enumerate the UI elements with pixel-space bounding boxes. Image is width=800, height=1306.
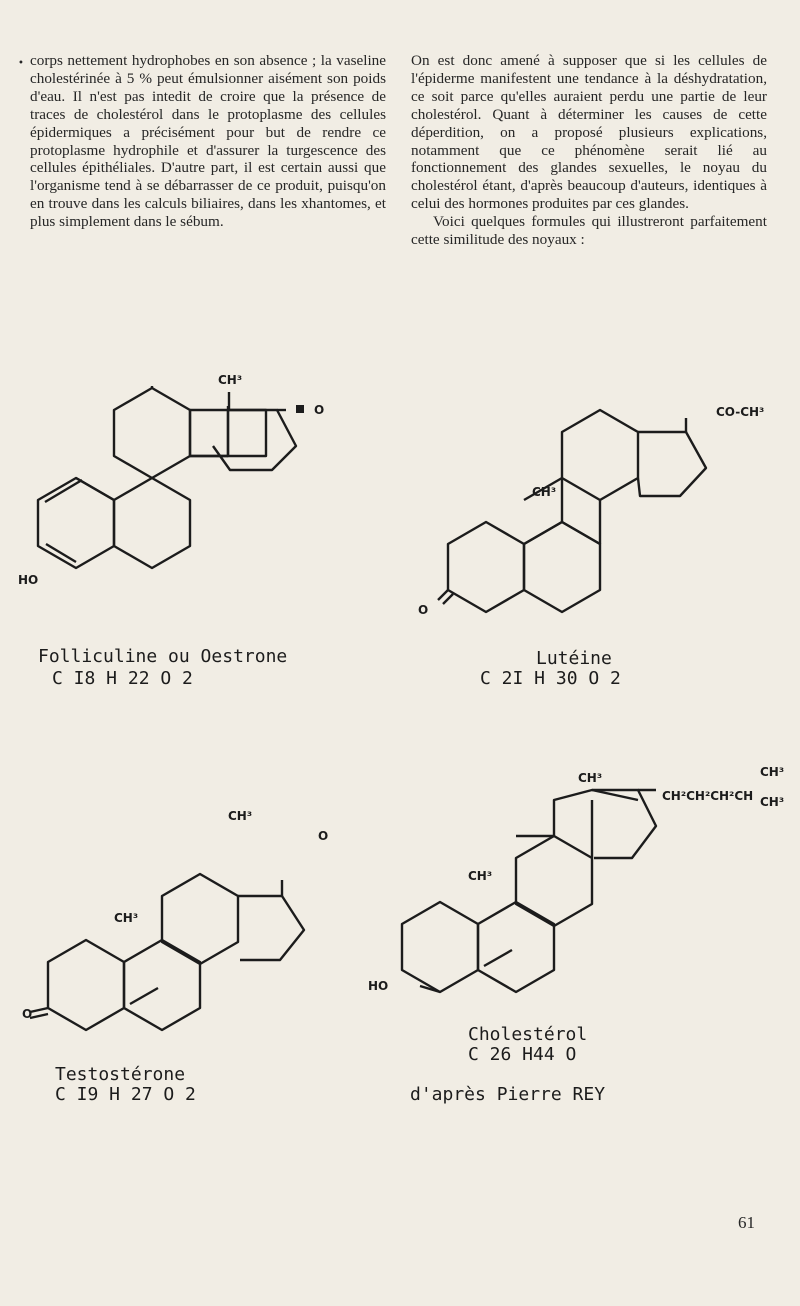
folliculine-structure (38, 376, 296, 568)
testosterone-name: Testostérone (55, 1064, 186, 1085)
testosterone-ketone-left-label: O (22, 1007, 33, 1021)
luteine-ketone-label: O (418, 603, 429, 617)
folliculine-name: Folliculine ou Oestrone (38, 646, 288, 667)
luteine-name: Lutéine (536, 648, 612, 669)
cholesterol-branch-bottom-label: CH³ (760, 795, 785, 809)
left-paragraph: corps nettement hydrophobes en son absence ; la vaseline cholestérinée à 5 % peut émulsionner aisément son poids d'eau. Il n'est pas intedit de croire que la présence de traces de cholestérol dans le protoplasme des cellules épidermiques a précisément pour but de rendre ce protoplasme hydrophile et d'assurer la turgescence des cellules épithéliales. D'autre part, il est certain aussi que l'organisme tend à se débarrasser de ce produit, puisqu'on en trouve dans les calculs biliaires, dans les xhantomes, et plus simplement dans le sébum. (30, 52, 386, 231)
cholesterol-structure (402, 790, 656, 992)
folliculine-hydroxyl-label: HO (18, 573, 39, 587)
testosterone-ketone-right-label: O (318, 829, 329, 843)
folliculine-ketone-bond (296, 405, 304, 413)
luteine-structure (438, 410, 706, 612)
attribution: d'après Pierre REY (410, 1084, 606, 1105)
cholesterol-name: Cholestérol (468, 1024, 588, 1045)
testosterone-formula: C I9 H 27 O 2 (55, 1084, 196, 1105)
folliculine-methyl-label: CH³ (218, 373, 243, 387)
cholesterol-methyl-top-label: CH³ (578, 771, 603, 785)
right-paragraph-2: Voici quelques formules qui illustreront parfaitement cette similitude des noyaux : (411, 213, 767, 249)
luteine-side-chain-label: CO-CH³ (716, 405, 765, 419)
folliculine-formula: C I8 H 22 O 2 (52, 668, 193, 689)
page-number: 61 (738, 1213, 755, 1232)
cholesterol-side-chain-label: CH²CH²CH²CH (662, 789, 754, 803)
cholesterol-methyl-mid-label: CH³ (468, 869, 493, 883)
luteine-methyl-label: CH³ (532, 485, 557, 499)
margin-bullet: • (18, 58, 24, 69)
testosterone-structure (30, 874, 304, 1030)
right-paragraph-1: On est donc amené à supposer que si les cellules de l'épiderme manifestent une tendance à la déshydratation, ce soit parce qu'elles auraient perdu une partie de leur cholestérol. Quant à déterminer les causes de cette déperdition, on a proposé plusieurs explications, notamment que ce phénomène serait lié au fonctionnement des glandes sexuelles, le noyau du cholestérol étant, d'après beaucoup d'auteurs, identiques à celui des hormones produites par ces glandes. (411, 52, 767, 213)
cholesterol-branch-top-label: CH³ (760, 765, 785, 779)
testosterone-methyl-mid-label: CH³ (114, 911, 139, 925)
luteine-formula: C 2I H 30 O 2 (480, 668, 621, 689)
cholesterol-hydroxyl-label: HO (368, 979, 389, 993)
cholesterol-formula: C 26 H44 O (468, 1044, 577, 1065)
testosterone-methyl-top-label: CH³ (228, 809, 253, 823)
folliculine-ketone-label: O (314, 403, 325, 417)
